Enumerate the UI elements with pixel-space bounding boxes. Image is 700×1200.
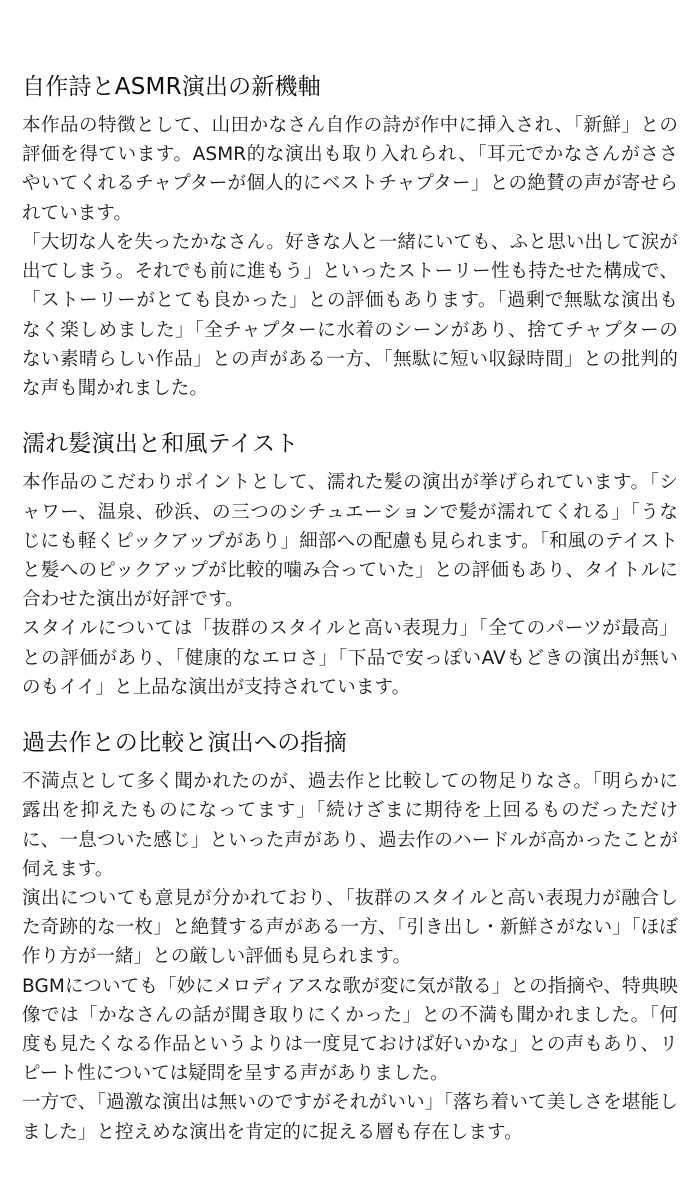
article-section-2	[22, 429, 678, 702]
section-paragraph: 不満点として多く聞かれたのが、過去作と比較しての物足りなさ。「明らかに露出を抑えたものになってます」「続けざまに期待を上回るものだっただけに、一息ついた感じ」といった声があり、過去作のハードルが高かったことが伺えます。	[22, 771, 678, 880]
section-paragraph: 本作品のこだわりポイントとして、濡れた髪の演出が挙げられています。「シャワー、温泉、砂浜、の三つのシチュエーションで髪が濡れてくれる」「うなじにも軽くピックアップがあり」細部への配慮も見られます。「和風のテイストと髪へのピックアップが比較的噛み合っていた」との評価もあり、タイトルに合わせた演出が好評です。	[22, 472, 678, 611]
section-paragraph: 本作品の特徴として、山田かなさん自作の詩が作中に挿入され、「新鮮」との評価を得ています。ASMR的な演出も取り入れられ、「耳元でかなさんがささやいてくれるチャプターが個人的にベストチャプター」との絶賛の声が寄せられています。	[22, 115, 678, 224]
article-section-3	[22, 728, 678, 1147]
section-paragraph: スタイルについては「抜群のスタイルと高い表現力」「全てのパーツが最高」との評価があり、「健康的なエロさ」「下品で安っぽいAVもどきの演出が無いのもイイ」と上品な演出が支持されています。	[22, 618, 678, 698]
section-heading: 自作詩とASMR演出の新機軸	[22, 74, 321, 100]
section-heading: 過去作との比較と演出への指摘	[22, 730, 347, 757]
section-paragraph: 「大切な人を失ったかなさん。好きな人と一緒にいても、ふと思い出して涙が出てしまう。それでも前に進もう」といったストーリー性も持たせた構成で、「ストーリーがとても良かった」との評価もあります。「過剰で無駄な演出もなく楽しめました」「全チャプターに水着のシーンがあり、捨てチャプターのない素晴らしい作品」との声がある一方、「無駄に短い収録時間」との批判的な声も聞かれました。	[22, 231, 678, 400]
section-paragraph: BGMについても「妙にメロディアスな歌が変に気が散る」との指摘や、特典映像では「かなさんの話が聞き取りにくかった」との不満も聞かれました。「何度も見たくなる作品というよりは一度見ておけば好いかな」との声もあり、リピート性については疑問を呈する声がありました。	[22, 975, 678, 1085]
article-section-1	[22, 72, 678, 403]
section-heading: 濡れ髪演出と和風テイスト	[22, 431, 299, 458]
section-paragraph: 演出についても意見が分かれており、「抜群のスタイルと高い表現力が融合した奇跡的な一枚」と絶賛する声がある一方、「引き出し・新鮮さがない」「ほぼ作り方が一緒」との厳しい評価も見られます。	[22, 887, 678, 968]
section-paragraph: 一方で、「過激な演出は無いのですがそれがいい」「落ち着いて美しさを堪能しました」と控えめな演出を肯定的に捉える層も存在します。	[22, 1092, 678, 1143]
